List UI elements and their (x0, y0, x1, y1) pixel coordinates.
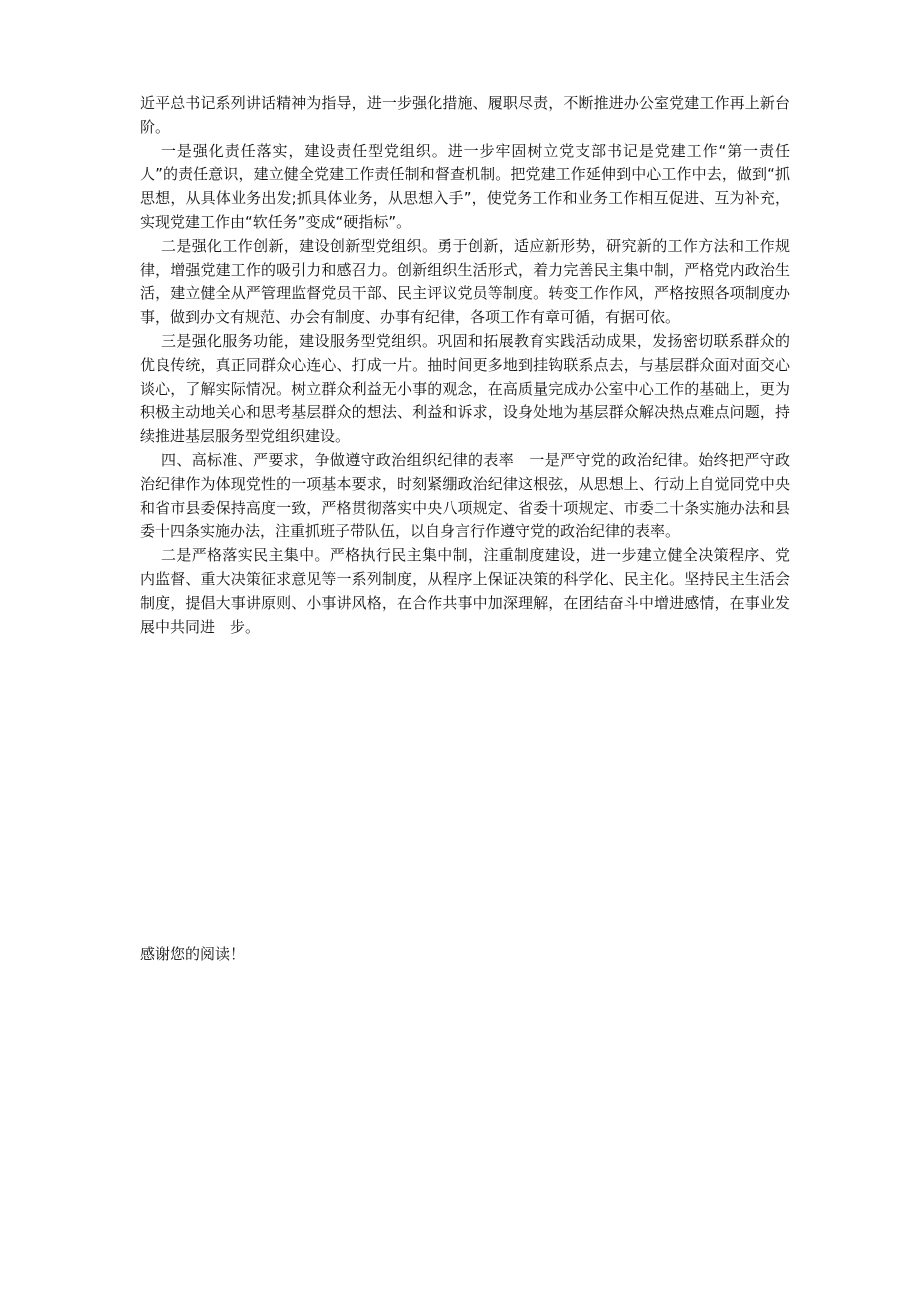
paragraph-discipline: 四、高标准、严要求，争做遵守政治组织纪律的表率 一是严守党的政治纪律。始终把严守政治纪律作为体现党性的一项基本要求，时刻紧绷政治纪律这根弦，从思想上、行动上自觉同党中央和省市县委保持高度一致，严格贯彻落实中央八项规定、省委十项规定、市委二十条实施办法和县委十四条实施办法，注重抓班子带队伍，以自身言行作遵守党的政治纪律的表率。 (140, 450, 790, 541)
paragraph-intro-continued: 近平总书记系列讲话精神为指导，进一步强化措施、履职尽责，不断推进办公室党建工作再上新台阶。 (140, 94, 790, 136)
paragraph-responsibility: 一是强化责任落实，建设责任型党组织。进一步牢固树立党支部书记是党建工作“第一责任人”的责任意识，建立健全党建工作责任制和督查机制。把党建工作延伸到中心工作中去，做到“抓思想，从具体业务出发;抓具体业务，从思想入手”，使党务工作和业务工作相互促进、互为补充，实现党建工作由“软任务”变成“硬指标”。 (140, 141, 790, 231)
paragraph-democratic-centralism: 二是严格落实民主集中。严格执行民主集中制，注重制度建设，进一步建立健全决策程序、党内监督、重大决策征求意见等一系列制度，从程序上保证决策的科学化、民主化。坚持民主生活会制度，提倡大事讲原则、小事讲风格，在合作共事中加深理解，在团结奋斗中增进感情，在事业发展中共同进 步。 (140, 546, 790, 636)
paragraph-innovation: 二是强化工作创新，建设创新型党组织。勇于创新，适应新形势，研究新的工作方法和工作规律，增强党建工作的吸引力和感召力。创新组织生活形式，着力完善民主集中制，严格党内政治生活，建立健全从严管理监督党员干部、民主评议党员等制度。转变工作作风，严格按照各项制度办事，做到办文有规范、办会有制度、办事有纪律，各项工作有章可循，有据可依。 (140, 236, 790, 327)
closing-thanks: 感谢您的阅读！ (140, 945, 246, 963)
paragraph-service: 三是强化服务功能，建设服务型党组织。巩固和拓展教育实践活动成果，发扬密切联系群众的优良传统，真正同群众心连心、打成一片。抽时间更多地到挂钩联系点去，与基层群众面对面交心谈心，了解实际情况。树立群众利益无小事的观念，在高质量完成办公室中心工作的基础上，更为积极主动地关心和思考基层群众的想法、利益和诉求，设身处地为基层群众解决热点难点问题，持续推进基层服务型党组织建设。 (140, 331, 790, 446)
document-body (140, 92, 790, 639)
